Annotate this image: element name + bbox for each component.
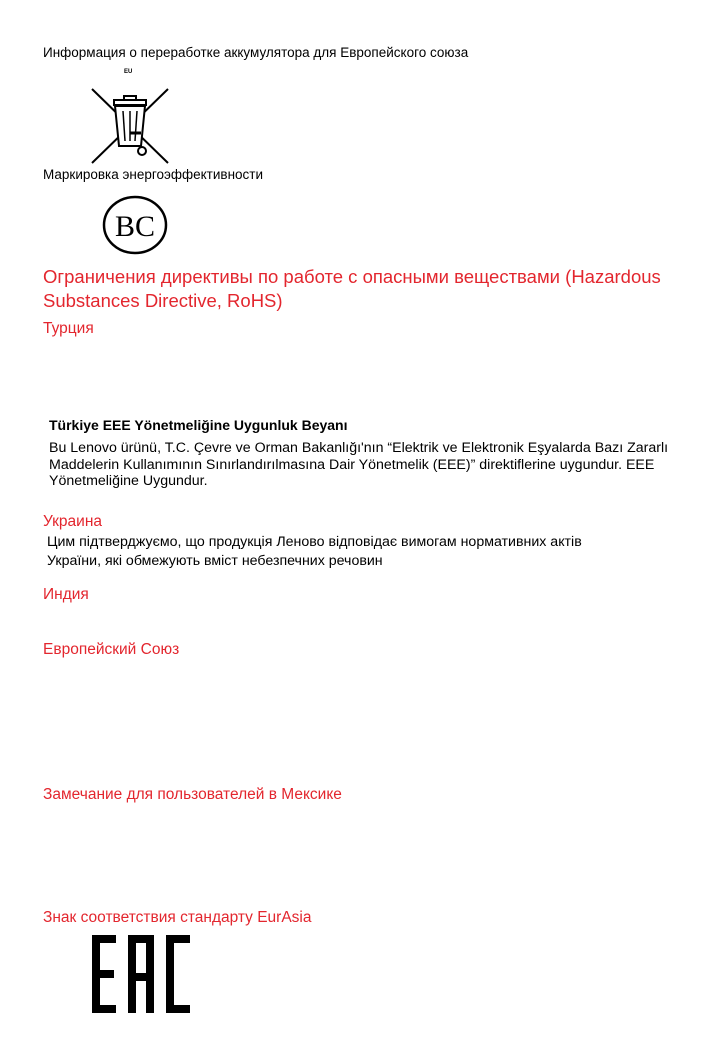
india-heading: Индия [43, 586, 89, 603]
ukraine-heading: Украина [43, 513, 103, 530]
turkey-declaration-title: Türkiye EEE Yönetmeliğine Uygunluk Beyanı [49, 417, 348, 433]
mexico-heading: Замечание для пользователей в Мексике [43, 786, 342, 803]
rohs-title: Ограничения директивы по работе с опасными веществами (Hazardous Substances Directive, RoHS) [43, 266, 661, 311]
svg-text:BC: BC [114, 210, 156, 243]
battery-recycling-title: Информация о переработке аккумулятора для Европейского союза [43, 45, 469, 60]
eurasia-heading: Знак соответствия стандарту EurAsia [43, 909, 312, 926]
ukraine-text-line1: Цим підтверджуємо, що продукція Леново відповідає вимогам нормативних актів [47, 534, 582, 550]
eu-heading: Европейский Союз [43, 641, 180, 658]
turkey-declaration-text: Bu Lenovo ürünü, T.C. Çevre ve Orman Bakanlığı'nın “Elektrik ve Elektronik Eşyalarda Bazı Zararlı Maddelerin Kullanımının Sınırlandırılmasına Dair Yönetmelik (EEE)” direktiflerine uygundur. EEE Yönetmeliğine Uygundur. [49, 440, 669, 489]
eac-mark-icon [92, 935, 190, 1013]
turkey-heading: Турция [43, 320, 94, 337]
ukraine-text-line2: України, які обмежують вміст небезпечних речовин [47, 553, 383, 569]
crossed-out-bin-icon [90, 87, 170, 165]
eu-tag: EU [124, 69, 133, 75]
energy-label-title: Маркировка энергоэффективности [43, 167, 264, 182]
bc-mark-icon [101, 195, 169, 255]
